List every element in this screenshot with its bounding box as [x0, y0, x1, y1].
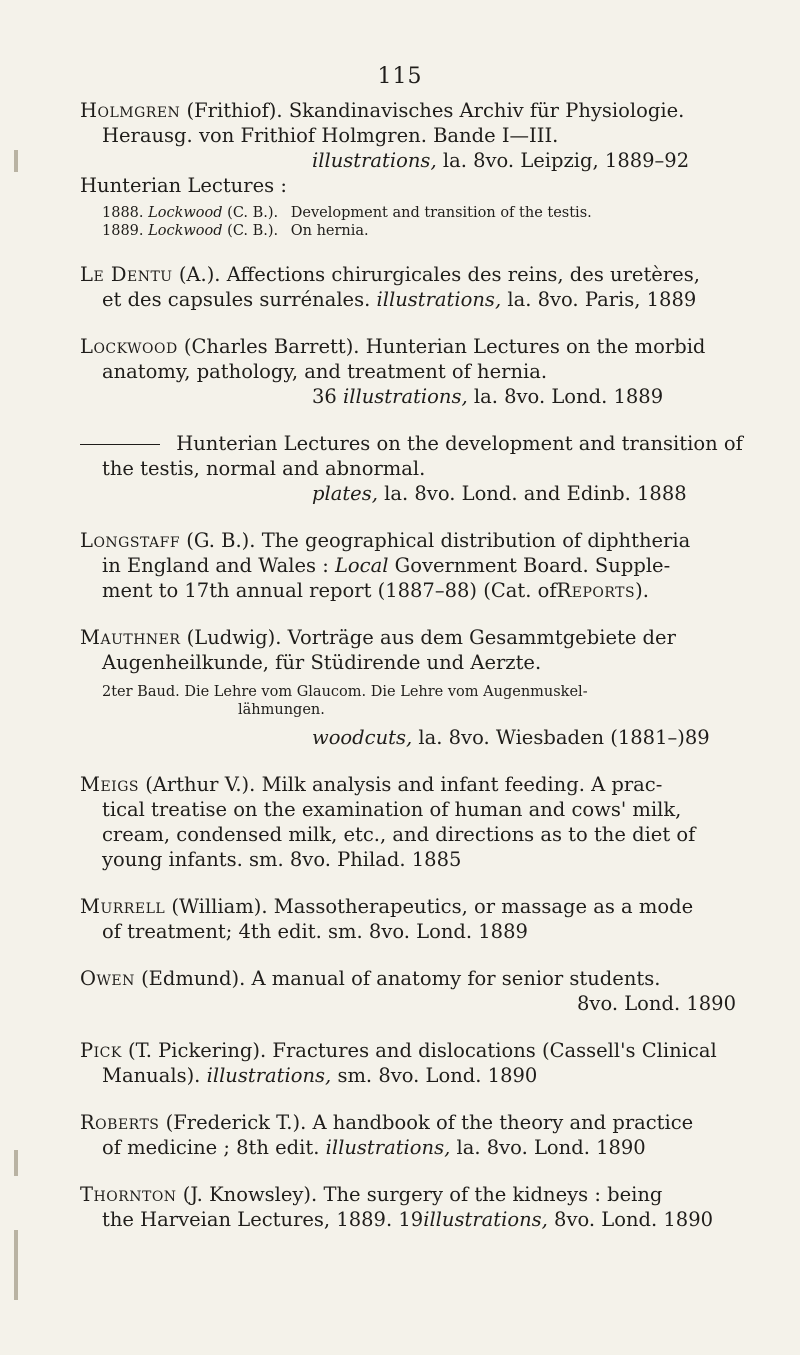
margin-mark	[14, 1150, 18, 1176]
entry-title-continued: young infants.	[102, 848, 243, 871]
catalogue-entry	[80, 528, 766, 603]
entry-author-detail: (Frithiof).	[186, 99, 283, 122]
entry-title: Vorträge aus dem Gesammtgebiete der	[287, 626, 676, 649]
entry-imprint: la. 8vo. Paris, 1889	[507, 288, 697, 311]
entry-title-continued: Government Board. Supple-	[394, 554, 671, 577]
entry-title: Massotherapeutics, or massage as a mode	[273, 895, 694, 918]
entry-illustration-count: 36	[312, 385, 337, 408]
entry-illustration-count: 19	[398, 1208, 424, 1231]
item-author-detail: (C. B.).	[227, 205, 279, 221]
catalogue-entry	[80, 173, 766, 240]
item-title: On hernia.	[290, 223, 369, 239]
entry-author-detail: (Arthur V.).	[145, 773, 256, 796]
entry-imprint: 8vo. Lond. 1890	[554, 1208, 714, 1231]
entry-title-continued: Manuals).	[102, 1064, 201, 1087]
entry-author-detail: (T. Pickering).	[128, 1039, 267, 1062]
entry-title-italic: Local	[334, 554, 389, 577]
entry-title-continued: ment to 17th annual report (1887–88) (Cat. of	[102, 579, 557, 602]
entry-imprint: la. 8vo. Lond. 1889	[473, 385, 664, 408]
entry-title-continued: the Harveian Lectures, 1889.	[102, 1208, 393, 1231]
entry-title: Milk analysis and infant feeding. A prac-	[261, 773, 663, 796]
entry-title-continued: et des capsules surrénales.	[102, 288, 371, 311]
entry-author-detail: (A.).	[178, 263, 221, 286]
entry-title: The surgery of the kidneys : being	[323, 1183, 663, 1206]
entry-title-continued: the testis, normal and abnormal.	[102, 457, 426, 480]
entry-title: Hunterian Lectures on the development and transition of	[176, 432, 743, 455]
entry-title-continued: tical treatise on the examination of human and cows' milk,	[102, 798, 682, 821]
catalogue-entry	[80, 1110, 766, 1160]
punctuation: ).	[635, 579, 649, 602]
entry-title-continued: of medicine ; 8th edit.	[102, 1136, 320, 1159]
entry-title: Skandinavisches Archiv für Physiologie.	[288, 99, 685, 122]
entry-author-detail: (Charles Barrett).	[183, 335, 360, 358]
entry-title-continued: anatomy, pathology, and treatment of hernia.	[102, 360, 548, 383]
entry-author: Thornton	[80, 1183, 177, 1206]
entry-note	[80, 683, 766, 719]
catalogue-entry	[80, 966, 766, 1016]
catalogue-entry	[80, 1182, 766, 1232]
entry-author: Lockwood	[80, 335, 178, 358]
item-year: 1888.	[102, 205, 144, 221]
entry-author-detail: (Frederick T.).	[165, 1111, 307, 1134]
entry-note-line: 2ter Baud. Die Lehre vom Glaucom. Die Lehre vom Augenmuskel-	[102, 684, 588, 700]
entry-title-continued: cream, condensed milk, etc., and directions as to the diet of	[102, 823, 696, 846]
entry-author: Roberts	[80, 1111, 160, 1134]
entry-title-continued: Herausg. von Frithiof Holmgren. Bande I—III.	[102, 124, 559, 147]
entry-format-italic: illustrations,	[325, 1136, 451, 1159]
entry-format-italic: illustrations,	[343, 385, 468, 408]
entry-imprint: la. 8vo. Lond. and Edinb. 1888	[384, 482, 687, 505]
entry-imprint: la. 8vo. Leipzig, 1889–92	[442, 149, 690, 172]
entry-title: Hunterian Lectures on the morbid	[365, 335, 706, 358]
entry-imprint: la. 8vo. Wiesbaden (1881–)89	[418, 726, 710, 749]
entry-title-continued: in England and Wales :	[102, 554, 329, 577]
entry-imprint: sm. 8vo. Lond. 1890	[337, 1064, 538, 1087]
catalogue-entry	[80, 334, 766, 409]
entry-author-detail: (G. B.).	[186, 529, 256, 552]
cross-reference: Reports	[556, 579, 636, 602]
entry-title: The geographical distribution of diphtheria	[261, 529, 691, 552]
entry-author: Meigs	[80, 773, 139, 796]
entry-note-line: lähmungen.	[238, 702, 325, 718]
catalogue-entry	[80, 772, 766, 872]
entry-title: A handbook of the theory and practice	[312, 1111, 694, 1134]
entry-author-detail: (Edmund).	[141, 967, 246, 990]
entry-title-continued: Augenheilkunde, für Stüdirende und Aerzte.	[102, 651, 542, 674]
entry-format-italic: illustrations,	[423, 1208, 548, 1231]
item-year: 1889.	[102, 223, 144, 239]
catalogue-entry	[80, 894, 766, 944]
item-author-detail: (C. B.).	[227, 223, 279, 239]
entry-heading: Hunterian Lectures :	[80, 174, 287, 197]
entry-author-detail: (William).	[171, 895, 268, 918]
hunterian-list	[80, 204, 766, 240]
page-number: 115	[377, 64, 423, 89]
entry-title: A manual of anatomy for senior students.	[251, 967, 661, 990]
entry-format-italic: illustrations,	[376, 288, 502, 311]
entry-author: Holmgren	[80, 99, 181, 122]
catalogue-entry	[80, 98, 766, 173]
entry-format-italic: woodcuts,	[312, 726, 413, 749]
entry-author: Longstaff	[80, 529, 181, 552]
entry-imprint: sm. 8vo. Lond. 1889	[328, 920, 528, 943]
margin-mark	[14, 150, 18, 172]
entry-author: Le Dentu	[80, 263, 173, 286]
entry-format-italic: plates,	[312, 482, 378, 505]
catalogue-entry	[80, 262, 766, 312]
ditto-dash	[80, 444, 160, 445]
entry-author: Murrell	[80, 895, 166, 918]
entry-imprint: 8vo. Lond. 1890	[577, 992, 736, 1015]
entry-title-continued: of treatment; 4th edit.	[102, 920, 322, 943]
entry-title: Affections chirurgicales des reins, des uretères,	[226, 263, 700, 286]
entry-format-italic: illustrations,	[312, 149, 437, 172]
entry-author-detail: (J. Knowsley).	[182, 1183, 318, 1206]
entry-author: Pick	[80, 1039, 122, 1062]
entry-format-italic: illustrations,	[206, 1064, 332, 1087]
hunterian-item	[102, 222, 766, 240]
entry-author-detail: (Ludwig).	[186, 626, 282, 649]
entry-author: Mauthner	[80, 626, 181, 649]
item-title: Development and transition of the testis.	[290, 205, 592, 221]
catalogue-entry	[80, 431, 766, 506]
item-author: Lockwood	[148, 223, 223, 239]
entry-author: Owen	[80, 967, 135, 990]
entry-imprint: sm. 8vo. Philad. 1885	[249, 848, 462, 871]
entry-imprint: la. 8vo. Lond. 1890	[456, 1136, 646, 1159]
catalogue-entry	[80, 625, 766, 750]
entry-title: Fractures and dislocations (Cassell's Clinical	[272, 1039, 717, 1062]
hunterian-item	[102, 204, 766, 222]
catalogue-entries	[80, 98, 766, 1254]
item-author: Lockwood	[148, 205, 223, 221]
catalogue-entry	[80, 1038, 766, 1088]
margin-mark	[14, 1230, 18, 1300]
